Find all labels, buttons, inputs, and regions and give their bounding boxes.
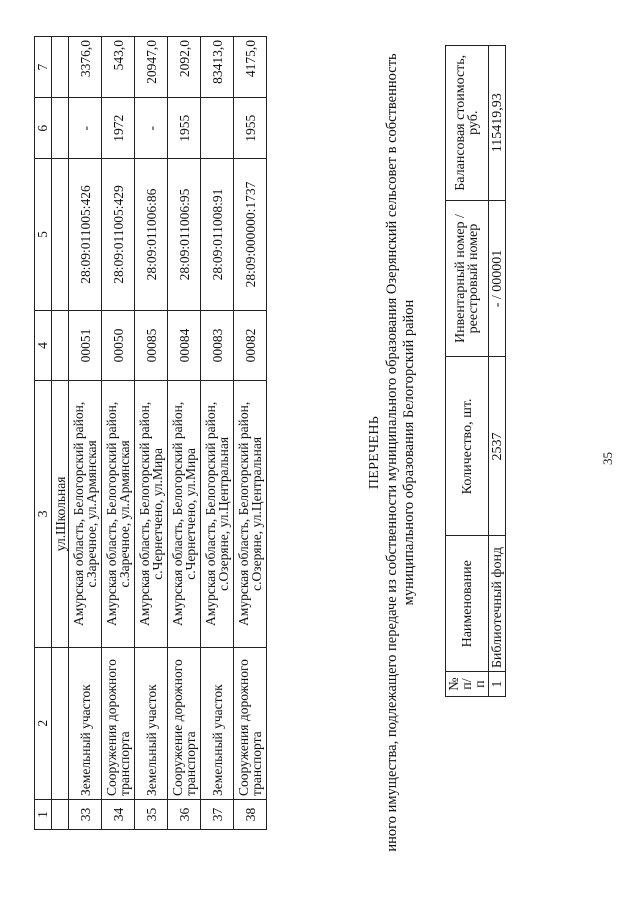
street-continuation: ул.Школьная [52,381,69,647]
row-number: 34 [102,799,135,829]
object-name: Земельный участок [69,647,102,799]
year: 1955 [168,98,201,159]
header-cell: 7 [35,37,52,98]
table-row [234,37,267,830]
header-cell: Количество, шт. [446,357,489,536]
header-cell: 5 [35,159,52,310]
list-subtitle-line-1: иного имущества, подлежащего передаче из собственности муниципального образования Озерянский сельсовет в собственность [384,53,400,852]
header-cell: Наименование [446,536,489,672]
inventory-number: 00051 [69,310,102,380]
inventory-number: 00082 [234,310,267,380]
balance-value: 4175,0 [234,37,267,98]
object-name: Земельный участок [135,647,168,799]
property-table [34,36,267,830]
table-row [102,37,135,830]
inventory-number: 00083 [201,310,234,380]
empty-cell [52,98,69,159]
row-number: 1 [489,672,506,697]
empty-cell [52,159,69,310]
header-cell: № п/п [446,672,489,697]
object-address: Амурская область, Белогорский район, с.Озеряне, ул.Центральная [234,381,267,647]
balance-value: 2092,0 [168,37,201,98]
list-title: ПЕРЕЧЕНЬ [367,415,382,490]
header-cell: 6 [35,98,52,159]
list-subtitle-line-2: муниципального образования Белогорский район [401,299,417,606]
empty-cell [52,647,69,799]
balance-value: 83413,0 [201,37,234,98]
inventory-number: 00085 [135,310,168,380]
table-row [168,37,201,830]
header-cell: 2 [35,647,52,799]
year: - [135,98,168,159]
object-name: Земельный участок [201,647,234,799]
inventory-number: 00050 [102,310,135,380]
year: - [69,98,102,159]
table-row [201,37,234,830]
balance-value: 3376,0 [69,37,102,98]
cadastral-number: 28:09:011006:86 [135,159,168,310]
balance-value: 115419,93 [489,46,506,201]
header-cell: 3 [35,381,52,647]
inventory-number: - / 000001 [489,200,506,357]
object-address: Амурская область, Белогорский район, с.Чернетчено, ул.Мира [135,381,168,647]
table-row [135,37,168,830]
cadastral-number: 28:09:011005:429 [102,159,135,310]
header-cell: Инвентарный номер / реестровый номер [446,200,489,357]
object-address: Амурская область, Белогорский район, с.Озеряне, ул.Центральная [201,381,234,647]
cadastral-number: 28:09:011005:426 [69,159,102,310]
balance-value: 543,0 [102,37,135,98]
page-number: 35 [600,452,615,465]
inventory-number: 00084 [168,310,201,380]
table-header-row [446,46,489,697]
item-name: Библиотечный фонд [489,536,506,672]
other-property-table [445,45,506,697]
table-header-row [35,37,52,830]
item-quantity: 2537 [489,357,506,536]
row-number: 37 [201,799,234,829]
row-number: 38 [234,799,267,829]
year [201,98,234,159]
header-cell: Балансовая стоимость, руб. [446,46,489,201]
year: 1955 [234,98,267,159]
row-number: 35 [135,799,168,829]
table-row [52,37,69,830]
object-address: Амурская область, Белогорский район, с.Чернетчено, ул.Мира [168,381,201,647]
header-cell: 4 [35,310,52,380]
header-cell: 1 [35,799,52,829]
empty-cell [52,310,69,380]
row-number: 36 [168,799,201,829]
cadastral-number: 28:09:011008:91 [201,159,234,310]
object-name: Сооружение дорожного транспорта [168,647,201,799]
balance-value: 20947,0 [135,37,168,98]
cadastral-number: 28:09:011006:95 [168,159,201,310]
object-name: Сооружения дорожного транспорта [234,647,267,799]
object-name: Сооружения дорожного транспорта [102,647,135,799]
object-address: Амурская область, Белогорский район, с.Заречное, ул.Армянская [69,381,102,647]
row-number: 33 [69,799,102,829]
cadastral-number: 28:09:000000:1737 [234,159,267,310]
object-address: Амурская область, Белогорский район, с.Заречное, ул.Армянская [102,381,135,647]
empty-cell [52,37,69,98]
table-row [489,46,506,697]
year: 1972 [102,98,135,159]
table-row [69,37,102,830]
empty-cell [52,799,69,829]
